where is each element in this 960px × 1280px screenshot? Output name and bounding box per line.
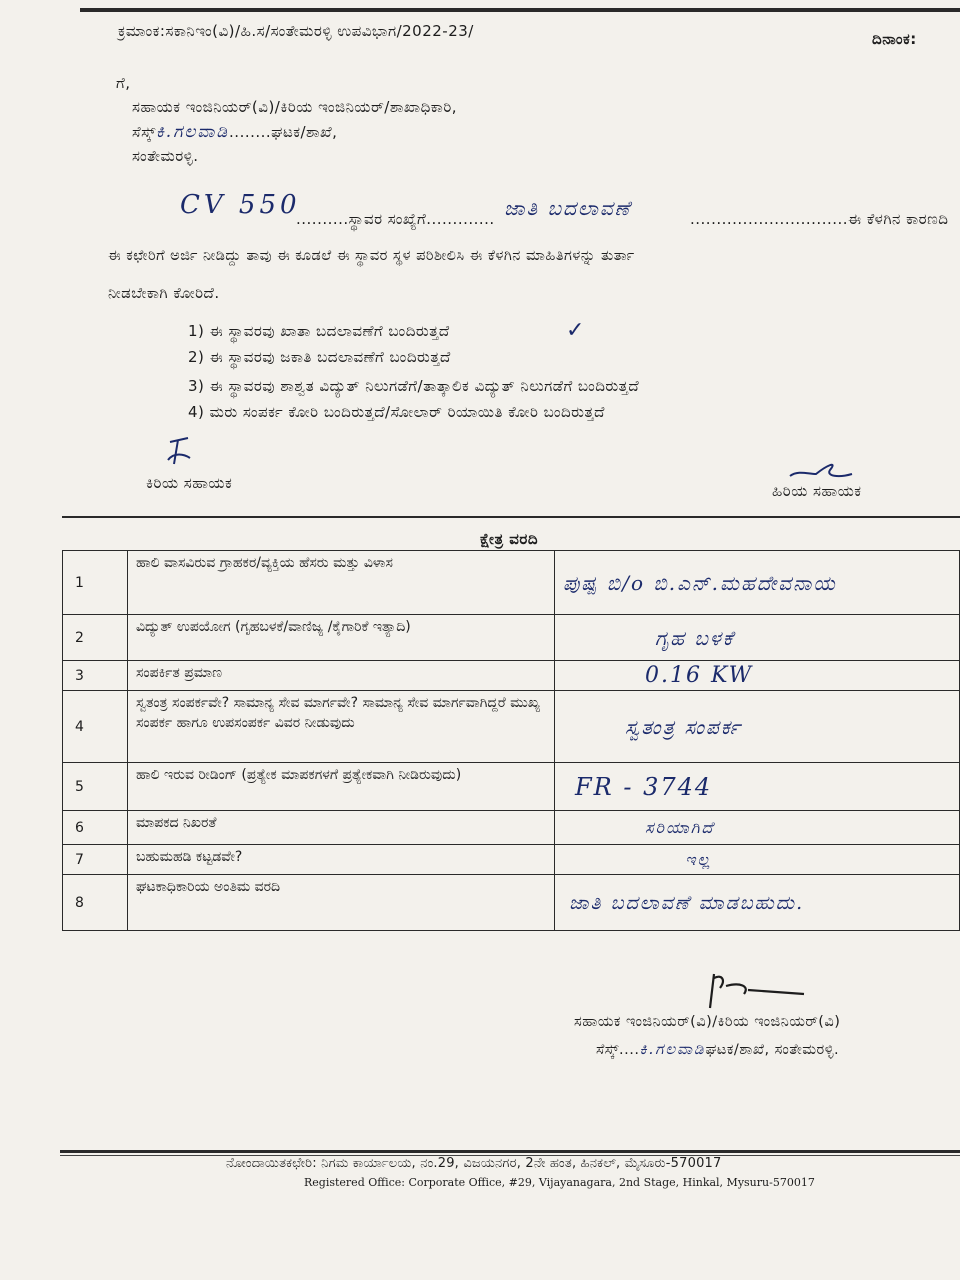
assistant-engineer-signature — [700, 968, 810, 1012]
row-label: ಘಟಕಾಧಿಕಾರಿಯ ಅಂತಿಮ ವರದಿ — [128, 875, 555, 931]
table-row — [63, 615, 960, 661]
row-label: ಮಾಪಕದ ನಿಖರತೆ — [128, 811, 555, 845]
row-label: ಹಾಲಿ ಇರುವ ರೀಡಿಂಗ್ (ಪ್ರತ್ಯೇಕ ಮಾಪಕಗಳಗೆ ಪ್ರತ್ಯೇಕವಾಗಿ ನೀಡಿರುವುದು) — [128, 763, 555, 811]
row-label: ಹಾಲಿ ವಾಸವಿರುವ ಗ್ರಾಹಕರ/ವ್ಯಕ್ತಿಯ ಹೆಸರು ಮತ್ತು ವಿಳಾಸ — [128, 551, 555, 615]
row-label: ಬಹುಮಹಡಿ ಕಟ್ಟಡವೇ? — [128, 845, 555, 875]
row-value-handwritten: ಸರಿಯಾಗಿದೆ — [645, 817, 715, 837]
address-line2-suffix: ........ಘಟಕ/ಶಾಖೆ, — [229, 123, 338, 141]
row-number: 6 — [63, 811, 128, 845]
section-divider — [62, 516, 960, 518]
row-value-handwritten: ಪುಷ್ಪ ಬಿ/o ಬಿ.ಎನ್.ಮಹದೇವನಾಯ — [563, 570, 837, 595]
address-line1: ಸಹಾಯಕ ಇಂಜಿನಿಯರ್(ವಿ)/ಕಿರಿಯ ಇಂಜಿನಿಯರ್/ಶಾಖಾಧಿಕಾರಿ, — [132, 98, 458, 116]
address-to: ಗೆ, — [116, 74, 131, 92]
address-line2-prefix: ಸೆಸ್ಕ್ — [132, 123, 156, 141]
address-line3: ಸಂತೇಮರಳ್ಳಿ. — [132, 147, 199, 165]
purpose-handwritten: ಜಾತಿ ಬದಲಾವಣೆ — [504, 196, 632, 220]
row-value — [555, 691, 960, 763]
table-row — [63, 661, 960, 691]
row-label: ಸ್ವತಂತ್ರ ಸಂಪರ್ಕವೇ? ಸಾಮಾನ್ಯ ಸೇವ ಮಾರ್ಗವೇ? ಸಾಮಾನ್ಯ ಸೇವ ಮಾರ್ಗವಾಗಿದ್ದರೆ ಮುಖ್ಯ ಸಂಪರ್ಕ ಹಾಗೂ ಉಪಸಂಪರ್ಕ ವಿವರ ನೀಡುವುದು — [128, 691, 555, 763]
row-label: ಸಂಪರ್ಕಿತ ಪ್ರಮಾಣ — [128, 661, 555, 691]
engineer-unit-handwritten: ಕಿ.ಗಲವಾಡಿ — [639, 1040, 706, 1058]
tick-mark-icon: ✓ — [566, 318, 585, 343]
table-row — [63, 811, 960, 845]
row-number: 4 — [63, 691, 128, 763]
registered-office-kannada: ನೋಂದಾಯಿತಕಛೇರಿ: ನಿಗಮ ಕಾರ್ಯಾಲಯ, ನಂ.29, ವಿಜಯನಗರ, 2ನೇ ಹಂತ, ಹಿನಕಲ್, ಮೈಸೂರು-570017 — [226, 1156, 722, 1171]
point-1: 1) ಈ ಸ್ಥಾವರವು ಖಾತಾ ಬದಲಾವಣೆಗೆ ಬಂದಿರುತ್ತದೆ — [188, 322, 450, 340]
row-number: 2 — [63, 615, 128, 661]
address-line2-handwritten: ಕಿ.ಗಲವಾಡಿ — [155, 122, 230, 142]
row-number: 8 — [63, 875, 128, 931]
row-label: ವಿದ್ಯುತ್ ಉಪಯೋಗ (ಗೃಹಬಳಕೆ/ವಾಣಿಜ್ಯ /ಕೈಗಾರಿಕೆ ಇತ್ಯಾದಿ) — [128, 615, 555, 661]
row-value-handwritten: FR - 3744 — [575, 772, 713, 801]
row-number: 5 — [63, 763, 128, 811]
date-label: ದಿನಾಂಕ: — [872, 30, 917, 48]
field-report-table — [62, 550, 960, 931]
table-row — [63, 845, 960, 875]
senior-assistant-label: ಹಿರಿಯ ಸಹಾಯಕ — [772, 482, 862, 500]
engineer-unit-prefix: ಸೆಸ್ಕ್.... — [596, 1042, 640, 1058]
table-row — [63, 691, 960, 763]
engineer-unit — [596, 1040, 839, 1058]
row-value — [555, 811, 960, 845]
row-value — [555, 763, 960, 811]
row-number: 3 — [63, 661, 128, 691]
table-row — [63, 875, 960, 931]
registered-office-english: Registered Office: Corporate Office, #29, Vijayanagara, 2nd Stage, Hinkal, Mysuru-570017 — [304, 1176, 815, 1189]
row-value — [555, 875, 960, 931]
row-value-handwritten: 0.16 KW — [645, 663, 754, 688]
table-row — [63, 763, 960, 811]
row-number: 7 — [63, 845, 128, 875]
row-value-handwritten: ಸ್ವತಂತ್ರ ಸಂಪರ್ಕ — [625, 714, 743, 739]
row-value-handwritten: ಇಲ್ಲ — [685, 849, 712, 869]
paragraph-line2: ನೀಡಬೇಕಾಗಿ ಕೋರಿದೆ. — [108, 284, 220, 302]
installation-label: ..........ಸ್ಥಾವರ ಸಂಖ್ಯೆಗೆ............. — [296, 210, 495, 228]
reference-number: ಕ್ರಮಾಂಕ:ಸಕಾನಿಇಂ(ವಿ)/ಹಿ.ಸ/ಸಂತೇಮರಳ್ಳಿ ಉಪವಿಭಾಗ/2022-23/ — [118, 22, 474, 40]
row-value — [555, 615, 960, 661]
field-report-title: ಕ್ಷೇತ್ರ ವರದಿ — [480, 530, 539, 548]
table-row — [63, 551, 960, 615]
row-value — [555, 551, 960, 615]
address-line2 — [132, 122, 337, 142]
point-3: 3) ಈ ಸ್ಥಾವರವು ಶಾಶ್ವತ ವಿದ್ಯುತ್ ನಿಲುಗಡೆಗೆ/ತಾತ್ಕಾಲಿಕ ವಿದ್ಯುತ್ ನಿಲುಗಡೆಗೆ ಬಂದಿರುತ್ತದೆ — [188, 377, 640, 395]
point-4: 4) ಮರು ಸಂಪರ್ಕ ಕೋರಿ ಬಂದಿರುತ್ತದೆ/ಸೋಲಾರ್ ರಿಯಾಯಿತಿ ಕೋರಿ ಬಂದಿರುತ್ತದೆ — [188, 403, 605, 421]
engineer-unit-suffix: ಘಟಕ/ಶಾಖೆ, ಸಂತೇಮರಳ್ಳಿ. — [705, 1042, 840, 1058]
installation-code-handwritten: CV 550 — [180, 190, 301, 220]
row-value-handwritten: ಜಾತಿ ಬದಲಾವಣೆ ಮಾಡಬಹುದು. — [569, 891, 805, 914]
junior-assistant-label: ಕಿರಿಯ ಸಹಾಯಕ — [146, 474, 233, 492]
reason-tail: ..............................ಈ ಕೆಳಗಿನ ಕಾರಣದಿ — [690, 210, 949, 228]
paragraph-line1: ಈ ಕಛೇರಿಗೆ ಅರ್ಜಿ ನೀಡಿದ್ದು ತಾವು ಈ ಕೂಡಲೆ ಈ ಸ್ಥಾವರ ಸ್ಥಳ ಪರಿಶೀಲಿಸಿ ಈ ಕೆಳಗಿನ ಮಾಹಿತಿಗಳನ್ನು ತುರ್ತಾ — [108, 248, 635, 264]
row-value-handwritten: ಗೃಹ ಬಳಕೆ — [655, 625, 735, 650]
row-number: 1 — [63, 551, 128, 615]
footer-rule — [60, 1150, 960, 1153]
row-value — [555, 661, 960, 691]
point-2: 2) ಈ ಸ್ಥಾವರವು ಜಕಾತಿ ಬದಲಾವಣೆಗೆ ಬಂದಿರುತ್ತದೆ — [188, 348, 451, 366]
engineer-designation: ಸಹಾಯಕ ಇಂಜಿನಿಯರ್(ವಿ)/ಕಿರಿಯ ಇಂಜಿನಿಯರ್(ವಿ) — [574, 1014, 841, 1030]
top-rule — [80, 8, 960, 12]
row-value — [555, 845, 960, 875]
junior-assistant-signature — [160, 436, 200, 470]
